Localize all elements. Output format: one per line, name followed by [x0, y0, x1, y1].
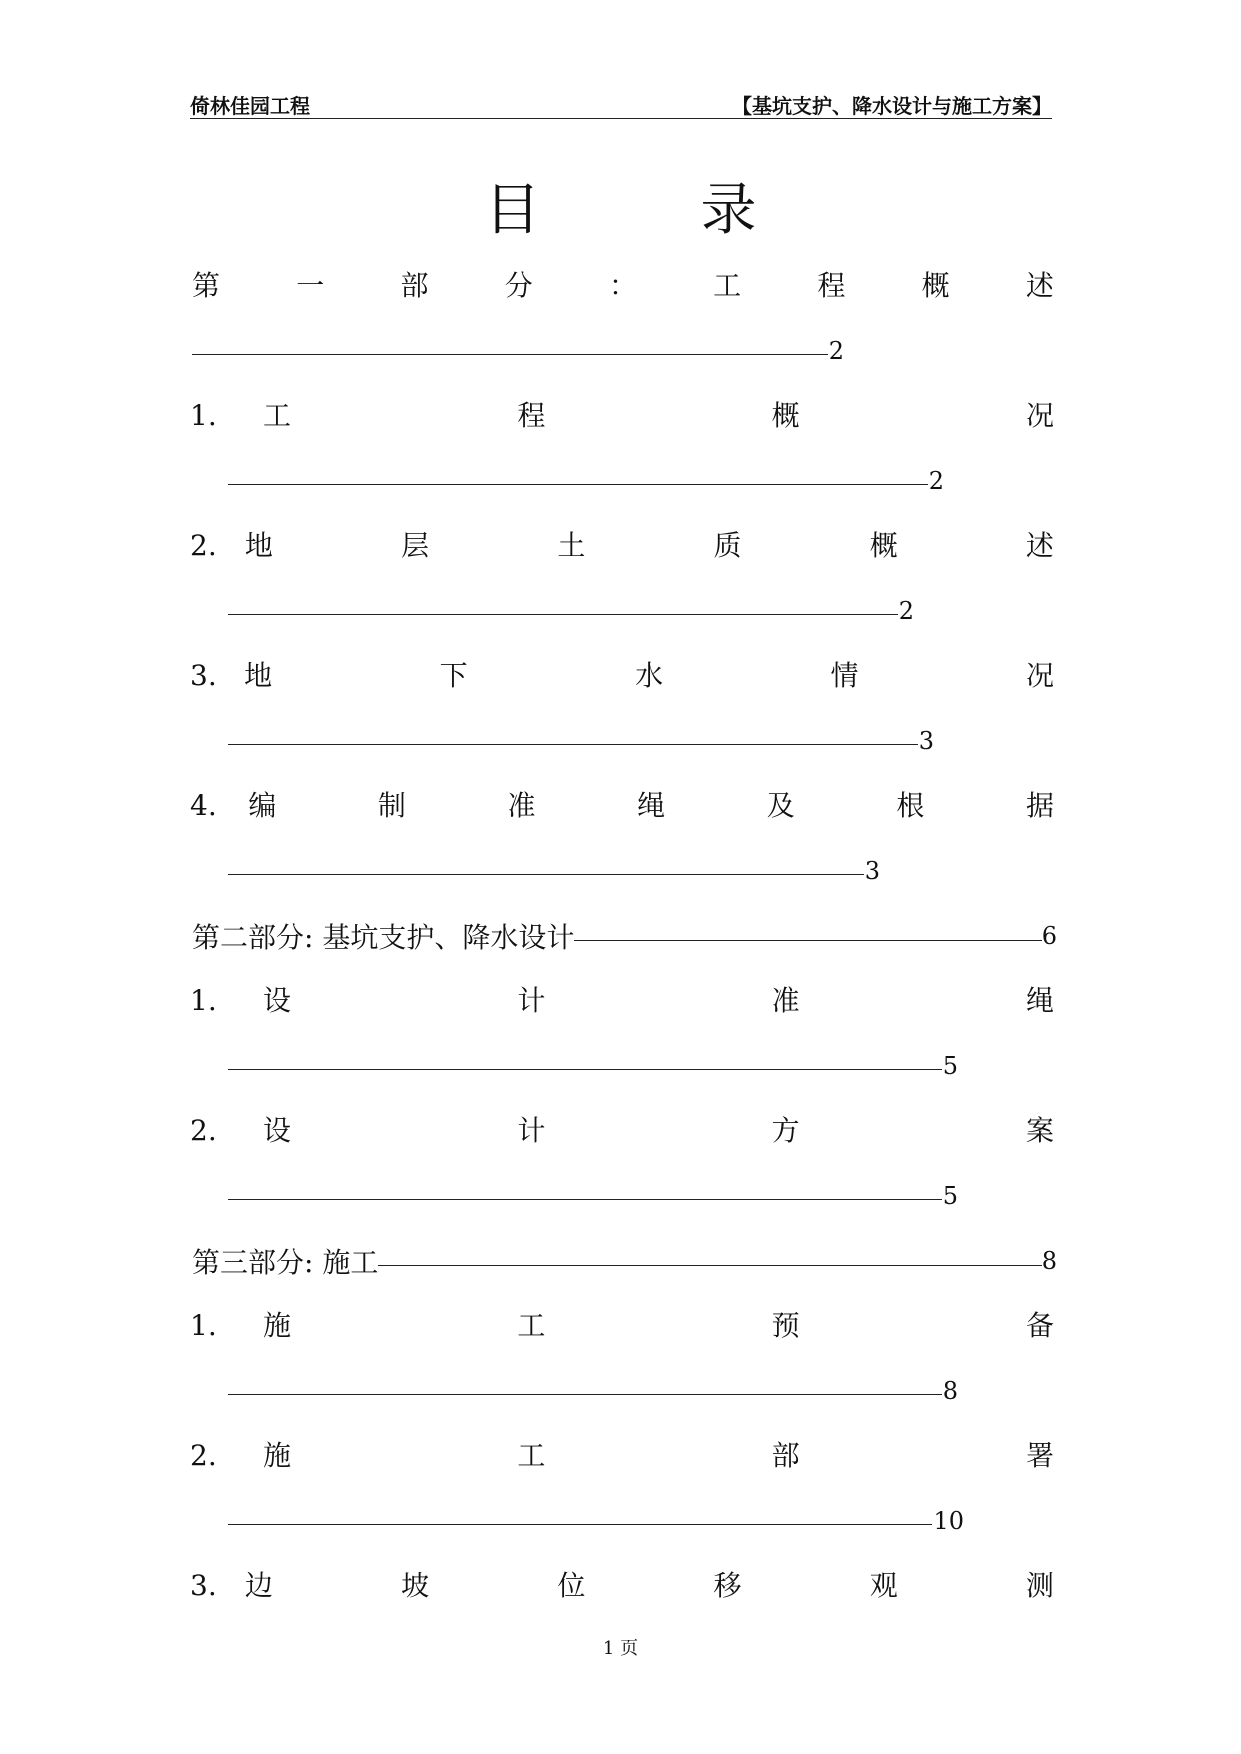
toc-char: 准: [771, 984, 800, 1017]
toc-part2-heading[interactable]: [192, 918, 1057, 954]
toc-char: 测: [1025, 1569, 1054, 1602]
toc-char: 况: [1025, 659, 1054, 692]
toc-char: 编: [248, 789, 277, 822]
toc-p1-item1-leader: [228, 463, 944, 499]
toc-char: 施: [263, 1439, 292, 1472]
page-footer-number: 1 页: [602, 1638, 639, 1659]
toc-char: 工: [517, 1309, 546, 1342]
toc-part-label: 第二部分: 基坑支护、降水设计: [192, 921, 575, 954]
toc-p3-item1-leader: [228, 1373, 958, 1409]
toc-item-number: 1.: [190, 1309, 217, 1342]
toc-page-number: 3: [918, 727, 934, 755]
toc-p3-item3[interactable]: [190, 1568, 1054, 1604]
toc-char: 制: [377, 789, 406, 822]
toc-page-number: 8: [1041, 1247, 1057, 1275]
toc-char: 计: [517, 1114, 546, 1147]
toc-char: 方: [771, 1114, 800, 1147]
toc-page-number: 6: [1041, 922, 1057, 950]
toc-p1-item1[interactable]: [190, 398, 1054, 434]
toc-char: 程: [517, 399, 546, 432]
toc-item-number: 2.: [190, 1114, 217, 1147]
toc-char: 根: [896, 789, 925, 822]
toc-char: 施: [263, 1309, 292, 1342]
toc-p1-item3[interactable]: [190, 658, 1054, 694]
toc-char: 概: [921, 269, 950, 302]
dot-leader: [228, 484, 928, 485]
toc-p1-item3-leader: [228, 723, 934, 759]
toc-p2-item2[interactable]: [190, 1113, 1054, 1149]
toc-p2-item1-leader: [228, 1048, 958, 1084]
toc-char: 准: [507, 789, 536, 822]
toc-char: 质: [713, 529, 742, 562]
toc-char: 概: [869, 529, 898, 562]
toc-char: 预: [771, 1309, 800, 1342]
toc-char: 案: [1025, 1114, 1054, 1147]
toc-page-number: 2: [898, 597, 914, 625]
toc-item-number: 1.: [190, 399, 217, 432]
header-project-name: 倚林佳园工程: [190, 94, 310, 118]
toc-char: 署: [1025, 1439, 1054, 1472]
toc-title: 目录: [484, 178, 917, 243]
toc-p1-item2[interactable]: [190, 528, 1054, 564]
toc-char: 工: [517, 1439, 546, 1472]
toc-char: ：: [608, 269, 637, 302]
toc-char: 地: [244, 659, 273, 692]
toc-char: 部: [400, 269, 429, 302]
toc-char: 地: [244, 529, 273, 562]
toc-page-number: 2: [928, 467, 944, 495]
toc-part3-heading[interactable]: [192, 1243, 1057, 1279]
toc-char: 述: [1025, 269, 1054, 302]
toc-char: 第: [192, 269, 221, 302]
toc-item-number: 3.: [190, 659, 217, 692]
toc-p2-item1[interactable]: [190, 983, 1054, 1019]
toc-char: 概: [771, 399, 800, 432]
toc-page-number: 10: [933, 1507, 964, 1535]
toc-char: 一: [296, 269, 325, 302]
toc-item-number: 1.: [190, 984, 217, 1017]
toc-item-number: 3.: [190, 1569, 217, 1602]
toc-char: 分: [504, 269, 533, 302]
toc-p1-item4[interactable]: [190, 788, 1054, 824]
toc-char: 述: [1025, 529, 1054, 562]
toc-char: 水: [635, 659, 664, 692]
toc-char: 观: [869, 1569, 898, 1602]
toc-part1-leader: [192, 333, 844, 369]
dot-leader: [228, 1524, 932, 1525]
toc-char: 工: [263, 399, 292, 432]
toc-char: 程: [817, 269, 846, 302]
toc-part-label: 第三部分: 施工: [192, 1246, 379, 1279]
dot-leader: [228, 874, 864, 875]
toc-p2-item2-leader: [228, 1178, 958, 1214]
toc-item-number: 2.: [190, 1439, 217, 1472]
header-document-title: 【基坑支护、降水设计与施工方案】: [732, 94, 1052, 118]
toc-char: 设: [263, 984, 292, 1017]
toc-p1-item2-leader: [228, 593, 914, 629]
dot-leader: [574, 940, 1041, 941]
toc-p1-item4-leader: [228, 853, 880, 889]
dot-leader: [228, 1069, 942, 1070]
toc-part1-heading[interactable]: [192, 268, 1054, 304]
dot-leader: [192, 354, 828, 355]
toc-char: 土: [557, 529, 586, 562]
page-header: [190, 86, 1052, 119]
dot-leader: [228, 614, 898, 615]
toc-char: 绳: [637, 789, 666, 822]
toc-char: 坡: [401, 1569, 430, 1602]
dot-leader: [228, 1199, 942, 1200]
toc-char: 工: [713, 269, 742, 302]
toc-char: 移: [713, 1569, 742, 1602]
toc-char: 部: [771, 1439, 800, 1472]
toc-char: 设: [263, 1114, 292, 1147]
toc-char: 备: [1025, 1309, 1054, 1342]
toc-p3-item1[interactable]: [190, 1308, 1054, 1344]
dot-leader: [378, 1265, 1041, 1266]
toc-char: 据: [1025, 789, 1054, 822]
toc-char: 边: [244, 1569, 273, 1602]
toc-page-number: 3: [864, 857, 880, 885]
toc-page-number: 2: [828, 337, 844, 365]
toc-char: 情: [830, 659, 859, 692]
dot-leader: [228, 744, 918, 745]
toc-char: 况: [1025, 399, 1054, 432]
toc-char: 计: [517, 984, 546, 1017]
toc-page-number: 5: [942, 1052, 958, 1080]
dot-leader: [228, 1394, 942, 1395]
toc-p3-item2-leader: [228, 1503, 964, 1539]
toc-item-number: 2.: [190, 529, 217, 562]
toc-char: 及: [766, 789, 795, 822]
toc-char: 位: [557, 1569, 586, 1602]
toc-char: 层: [401, 529, 430, 562]
toc-page-number: 5: [942, 1182, 958, 1210]
toc-char: 下: [439, 659, 468, 692]
toc-page-number: 8: [942, 1377, 958, 1405]
toc-item-number: 4.: [190, 789, 217, 822]
toc-char: 绳: [1025, 984, 1054, 1017]
toc-p3-item2[interactable]: [190, 1438, 1054, 1474]
